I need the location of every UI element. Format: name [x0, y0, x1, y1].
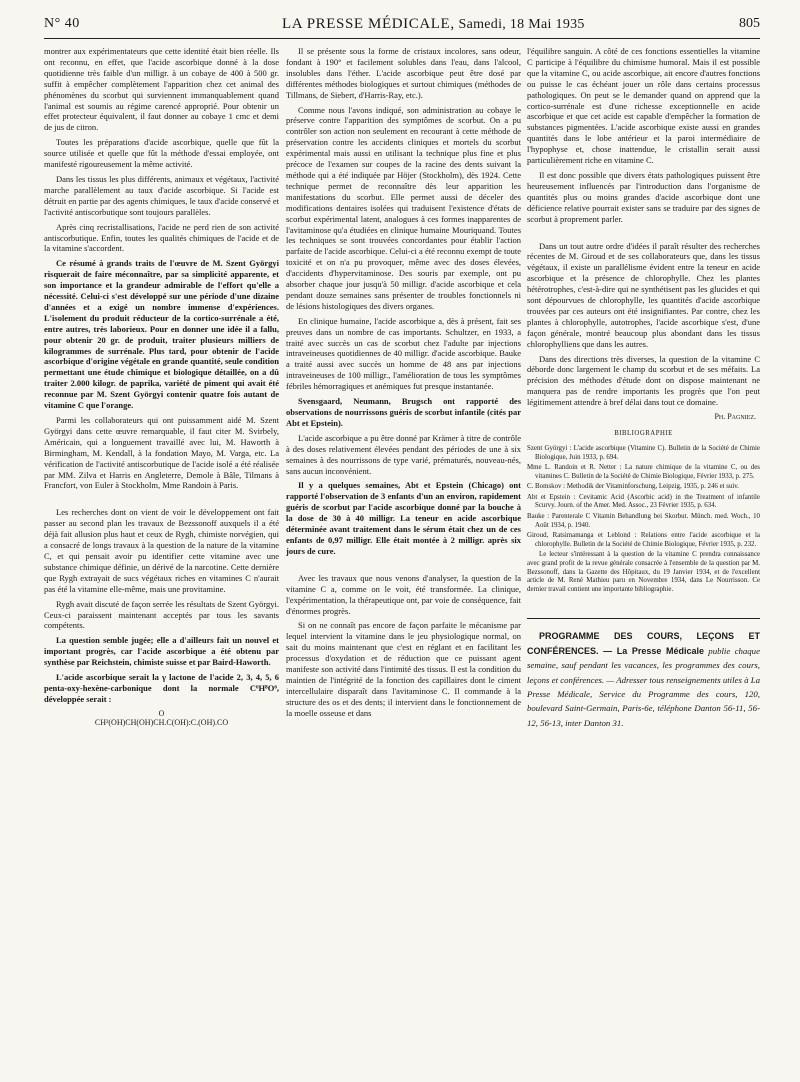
paragraph: Il y a quelques semaines, Abt et Epstein (Chicago) ont rapporté l'observation de 3 enfants d'un an environ, rapidement guéris de scorbut par l'acide ascorbique donné par la bouche à la dose de 30 à 40 milligr. La teneur en acide ascorbique déterminée avant traitement dans le sérum était chez un de ces enfants de 0,97 milligr. Elle était montée à 2 milligr. après six jours de cure.	[286, 480, 521, 556]
paragraph: La question semble jugée; elle a d'ailleurs fait un nouvel et important progrès, car l'acide ascorbique a été obtenu par synthèse par Reichstein, chimiste suisse et par Baird-Haworth.	[44, 635, 279, 668]
issue-date: Samedi, 18 Mai 1935	[458, 17, 585, 32]
paragraph: Svensgaard, Neumann, Brugsch ont rapporté des observations de nourrissons guéris de scorbut infantile (cités par Abt et Epstein).	[286, 396, 521, 428]
paragraph: Dans les tissus les plus différents, animaux et végétaux, l'activité marche parallèlement au taux d'acide ascorbique. Si l'acide est détruit en partie par des agents chimiques, le taux d'acide conservé et l'activité antiscorbutique sont toujours parallèles.	[44, 173, 279, 217]
paragraph: En clinique humaine, l'acide ascorbique a, dès à présent, fait ses preuves dans un nombre de cas importants. Schultzer, en 1933, a traité avec succès un cas de scorbut chez l'adulte par injections intraveineuses quotidiennes de 40 milligr. d'acide ascorbique. Bauke a traité aussi avec succès un homme de 48 ans par injections intraveineuses de 100 milligr., l'amélioration de tous les symptômes fébriles hémorragiques et anémiques fut presque instantanée.	[286, 315, 521, 392]
paragraph: Avec les travaux que nous venons d'analyser, la question de la vitamine C a, comme on le voit, été transformée. La clinique, l'expérimentation, la thérapeutique ont, par voie de conséquence, fait d'énormes progrès.	[286, 572, 521, 616]
paragraph: Toutes les préparations d'acide ascorbique, quelle que fût la source utilisée et quelle que fût la méthode d'essai employée, ont manifesté rigoureusement la même activité.	[44, 137, 279, 170]
paragraph: L'acide ascorbique serait la γ lactone de l'acide 2, 3, 4, 5, 6 penta-oxy-hexène-carbonique dont la normale C⁶H⁸O⁶, développée serait :	[44, 672, 279, 704]
paragraph: Rygh avait discuté de façon serrée les résultats de Szent Györgyi. Ceux-ci paraissent maintenant acceptés par tous les savants compétents.	[44, 598, 279, 631]
notice-heading: PROGRAMME DES COURS, LEÇONS ET CONFÉRENCES. — La Presse Médicale	[527, 631, 760, 656]
journal-name: LA PRESSE MÉDICALE,	[282, 16, 455, 32]
bibliography	[527, 445, 760, 550]
spacer	[527, 229, 760, 241]
paragraph: Dans un tout autre ordre d'idées il paraît résulter des recherches récentes de M. Giroud et de ses collaborateurs que, dans les tissus végétaux, il existe un parallélisme évident entre la teneur en acide ascorbique et la présence de chlorophylle. Chez les plantes hétérotrophes, c'est-à-dire qui ne synthétisent pas les glucides et qui sont dépourvues de chlorophylle, les quantités d'acide ascorbique trouvées par ces auteurs ont été insignifiantes. Par contre, chez les plantes à chlorophylle, autotrophes, l'acide ascorbique s'est, d'une façon générale, montré beaucoup plus abondant dans les tissus chlorophylliens que dans les autres.	[527, 240, 760, 349]
paragraph: Après cinq recristallisations, l'acide ne perd rien de son activité antiscorbutique. Enfin, toutes les qualités chimiques de l'acide et de la vitamine s'accordent.	[44, 221, 279, 254]
chemical-formula	[44, 709, 279, 729]
journal-title-line	[282, 16, 585, 33]
column-3	[527, 46, 760, 1076]
bibliography-title: BIBLIOGRAPHIE	[614, 430, 673, 437]
paragraph: Parmi les collaborateurs qui ont puissamment aidé M. Szent Györgyi dans cette œuvre remarquable, il faut citer M. Svirbely, Américain, qui a longuement travaillé avec lui, M. Haworth à Birmingham, M. Kendall, à la fondation Mayo, M. Varga, etc. La vérification de l'activité antiscorbutique de l'acide isolé a été réalisée par MM. Zilva et Harris en Angleterre, Demole à Bâle, Tilmans à Francfort, von Euler à Stockholm, Mme Randoin à Paris.	[44, 415, 279, 491]
bibliography-entry: Giroud, Ratsimamanga et Leblond : Relations entre l'acide ascorbique et la chlorophylle. Bulletin de la Société de Chimie Biologique, Février 1935, p. 232.	[527, 532, 760, 548]
page-header	[44, 12, 760, 39]
author-signature: Ph. Pagniez.	[714, 412, 756, 422]
paragraph: Les recherches dont on vient de voir le développement ont fait passer au second plan les travaux de Bezssonoff auxquels il a été déjà fait allusion plus haut et ceux de Rygh, chimiste norvégien, qui a consacré de longs travaux à la question de la nature de la vitamine C, et qui pensait avoir pu identifier cette vitamine avec une substance chimique définie, un dérivé de la narcotine. Cette dernière que Rygh extrayait de sucs végétaux riches en vitamines C n'aurait pas été la vitamine elle-même, mais une provitamine.	[44, 507, 279, 594]
bibliography-entry: C. Bomskov : Methodik der Vitaminforschung, Leipzig, 1935, p. 246 et suiv.	[527, 483, 740, 491]
paragraph: Dans des directions très diverses, la question de la vitamine C déborde donc largement le champ du scorbut et de ses méfaits. La précision des méthodes d'étude dont on dispose maintenant ne manquera pas de rendre importants les progrès que l'on peut légitimement attendre à bref délai dans tout ce domaine.	[527, 353, 760, 408]
reader-note: Le lecteur s'intéressant à la question de la vitamine C prendra connaissance avec grand profit de la revue générale consacrée à l'ensemble de la question par M. Bezssonoff, dans la Gazette des Hôpitaux, du 19 Janvier 1934, et de l'excellent article de M. René Mathieu paru en Novembre 1934, dans Le Nourrisson. Ce dernier travail contient une importante bibliographie.	[527, 551, 760, 593]
paragraph: l'équilibre sanguin. A côté de ces fonctions essentielles la vitamine C participe à l'équilibre du chimisme humoral. Mais il est possible que la vitamine C, ou acide ascorbique, ait encore d'autres fonctions ou puisse le cas échéant jouer un rôle dans certains processus pathologiques. On peut se le demander quand on apprend que la cortico-surrénale est d'une richesse exceptionnelle en acide ascorbique et que cet acide est capable d'empêcher la formation de substances pigmentées. L'acide ascorbique existe aussi en grandes quantités dans le lobe antérieur et la paroi intermédiaire de l'hypophyse et, chose inattendue, le cristallin serait aussi particulièrement riche en vitamine C.	[527, 46, 760, 166]
notice-text: publie chaque semaine, sauf pendant les vacances, les programmes des cours, leçons et conférences. — Adresser tous renseignements utiles à La Presse Médicale, Service du Programme des cours, 120, boulevard Saint-Germain, Paris-6e, téléphone Danton 56-11, 56-12, 56-13, inter Danton 31.	[527, 645, 760, 728]
column-2	[286, 46, 521, 1076]
course-program-notice	[527, 629, 760, 730]
paragraph: Il est donc possible que divers états pathologiques puissent être heureusement influencés par l'introduction dans l'organisme de quantités plus ou moins grandes d'acide ascorbique dont une déficience relative pourrait exister sans se traduire par des signes de scorbut à proprement parler.	[527, 169, 760, 224]
bibliography-entry: Szent Györgyi : L'acide ascorbique (Vitamine C). Bulletin de la Société de Chimie Biologique, Juin 1933, p. 694.	[527, 444, 760, 461]
column-1	[44, 46, 279, 1076]
formula-oxygen: O	[158, 708, 165, 718]
bibliography-entry: Mme L. Randoin et R. Netter : La nature chimique de la vitamine C, ou des vitamines C. Bulletin de la Société de Chimie Biologique, Février 1933, p. 275.	[527, 464, 760, 480]
paragraph: Comme nous l'avons indiqué, son administration au cobaye le préserve contre l'apparition des symptômes de scorbut. On a pu contrôler son action non seulement en recourant à cette méthode de préservation contre les accidents cliniques et mortels du scorbut expérimental mais aussi en utilisant la technique plus fine et plus précoce de l'examen sur coupes de la racine des dents suivant la méthode qui a été indiquée par Höjer (Stockholm), dès 1924. Cette technique permet de reconnaître dès leur apparition les manifestations du scorbut. Elle permet aussi de déceler des modifications dentaires isolées qui traduisent l'existence d'états de scorbut expérimental latent, analogues à ces formes inapparentes de l'avitaminose qu'a étudiées en clinique humaine Mouriquand. Toutes les techniques se sont trouvées concordantes pour établir l'action parfaite de l'acide ascorbique. Celui-ci a été reconnu exempt de toute toxicité et on n'a pu provoquer, même avec des doses élevées, d'accidents d'hypervitaminose. Des souris par exemple, ont pu absorber chaque jour jusqu'à 50 milligr. d'acide ascorbique et cela pendant douze semaines sans présenter de troubles fonctionnels ni de lésions histologiques des divers organes.	[286, 104, 521, 311]
paragraph: montrer aux expérimentateurs que cette identité était bien réelle. Ils ont reconnu, en effet, que l'acide ascorbique donné à la dose quotidienne très faible d'un milligr. à un cobaye de 400 à 500 gr. suffit à empêcher complètement l'apparition chez cet animal des phénomènes du scorbut qui surviennent immanquablement quand l'animal est soumis au régime carencé approprié. Pour obtenir un effet protecteur équivalent, il faut donner au cobaye 1 cmc et demi de jus de citron.	[44, 46, 279, 133]
bibliography-entry: Abt et Epstein : Cevitamic Acid (Ascorbic acid) in the Treatment of infantile Scurvy. Journ. of the Amer. Med. Assoc., 23 Février 1935, p. 634.	[527, 493, 760, 510]
spacer	[286, 561, 521, 573]
page-number: 805	[739, 16, 760, 31]
bibliography-entry: Bauke : Parenterale C Vitamin Behandlung bei Skorbut. Münch. med. Woch., 10 Août 1934, p. 1940.	[527, 513, 760, 529]
spacer	[44, 495, 279, 507]
issue-number: N° 40	[44, 16, 80, 31]
paragraph: Il se présente sous la forme de cristaux incolores, sans odeur, fondant à 190° et facilement solubles dans l'eau, dans l'alcool, insolubles dans l'éther. L'acide ascorbique peut être dosé par différentes méthodes biologiques et surtout chimiques (méthodes de Tillmans, de Siebert, d'Harris-Ray, etc.).	[286, 46, 521, 100]
paragraph: L'acide ascorbique a pu être donné par Krämer à titre de contrôle à des doses relativement élevées pendant des périodes de une à six semaines à des nourrissons de type varié, prématurés, nouveau-nés, sans aucun inconvénient.	[286, 432, 521, 476]
paragraph: Ce résumé à grands traits de l'œuvre de M. Szent Györgyi risquerait de faire méconnaître, par sa simplicité apparente, et son importance et la grandeur admirable de l'effort qu'elle a nécessité. Celui-ci s'est développé sur une période d'une dizaine d'années et a exigé un nombre immense d'expériences. L'isolement du produit réducteur de la cortico-surrénale a été, entre autres, très laborieux. Pour en donner une idée il a fallu, pour obtenir 20 gr. de produit, traiter plusieurs milliers de kilogrammes de surrénale. Plus tard, pour obtenir de l'acide ascorbique d'origine végétale en grande quantité, seule condition permettant une étude chimique et biologique détaillée, on a dû traiter 2.000 kilogr. de paprika, variété de piment qui avait été reconnue par M. Szent Györgyi contenir quatre fois autant de vitamine C que l'orange.	[44, 258, 279, 411]
paragraph: Si on ne connaît pas encore de façon parfaite le mécanisme par lequel intervient la vitamine dans le jeu physiologique normal, on sait du moins maintenant que c'est en réglant et en facilitant les processus d'oxydation et de réduction que ce puissant agent manifeste son activité dans l'intimité des tissus. Il est la condition du maintien de l'intégrité de la fonction des capillaires dont le ciment intercellulaire disparaît dans l'avitaminose C. Il commande à la structure des os et des dents; il intervient dans le fonctionnement de la moelle osseuse et dans	[286, 620, 521, 718]
section-divider	[527, 618, 760, 619]
formula-chain: CH²(OH)CH(OH)CH.C(OH):C.(OH).CO	[94, 717, 229, 727]
